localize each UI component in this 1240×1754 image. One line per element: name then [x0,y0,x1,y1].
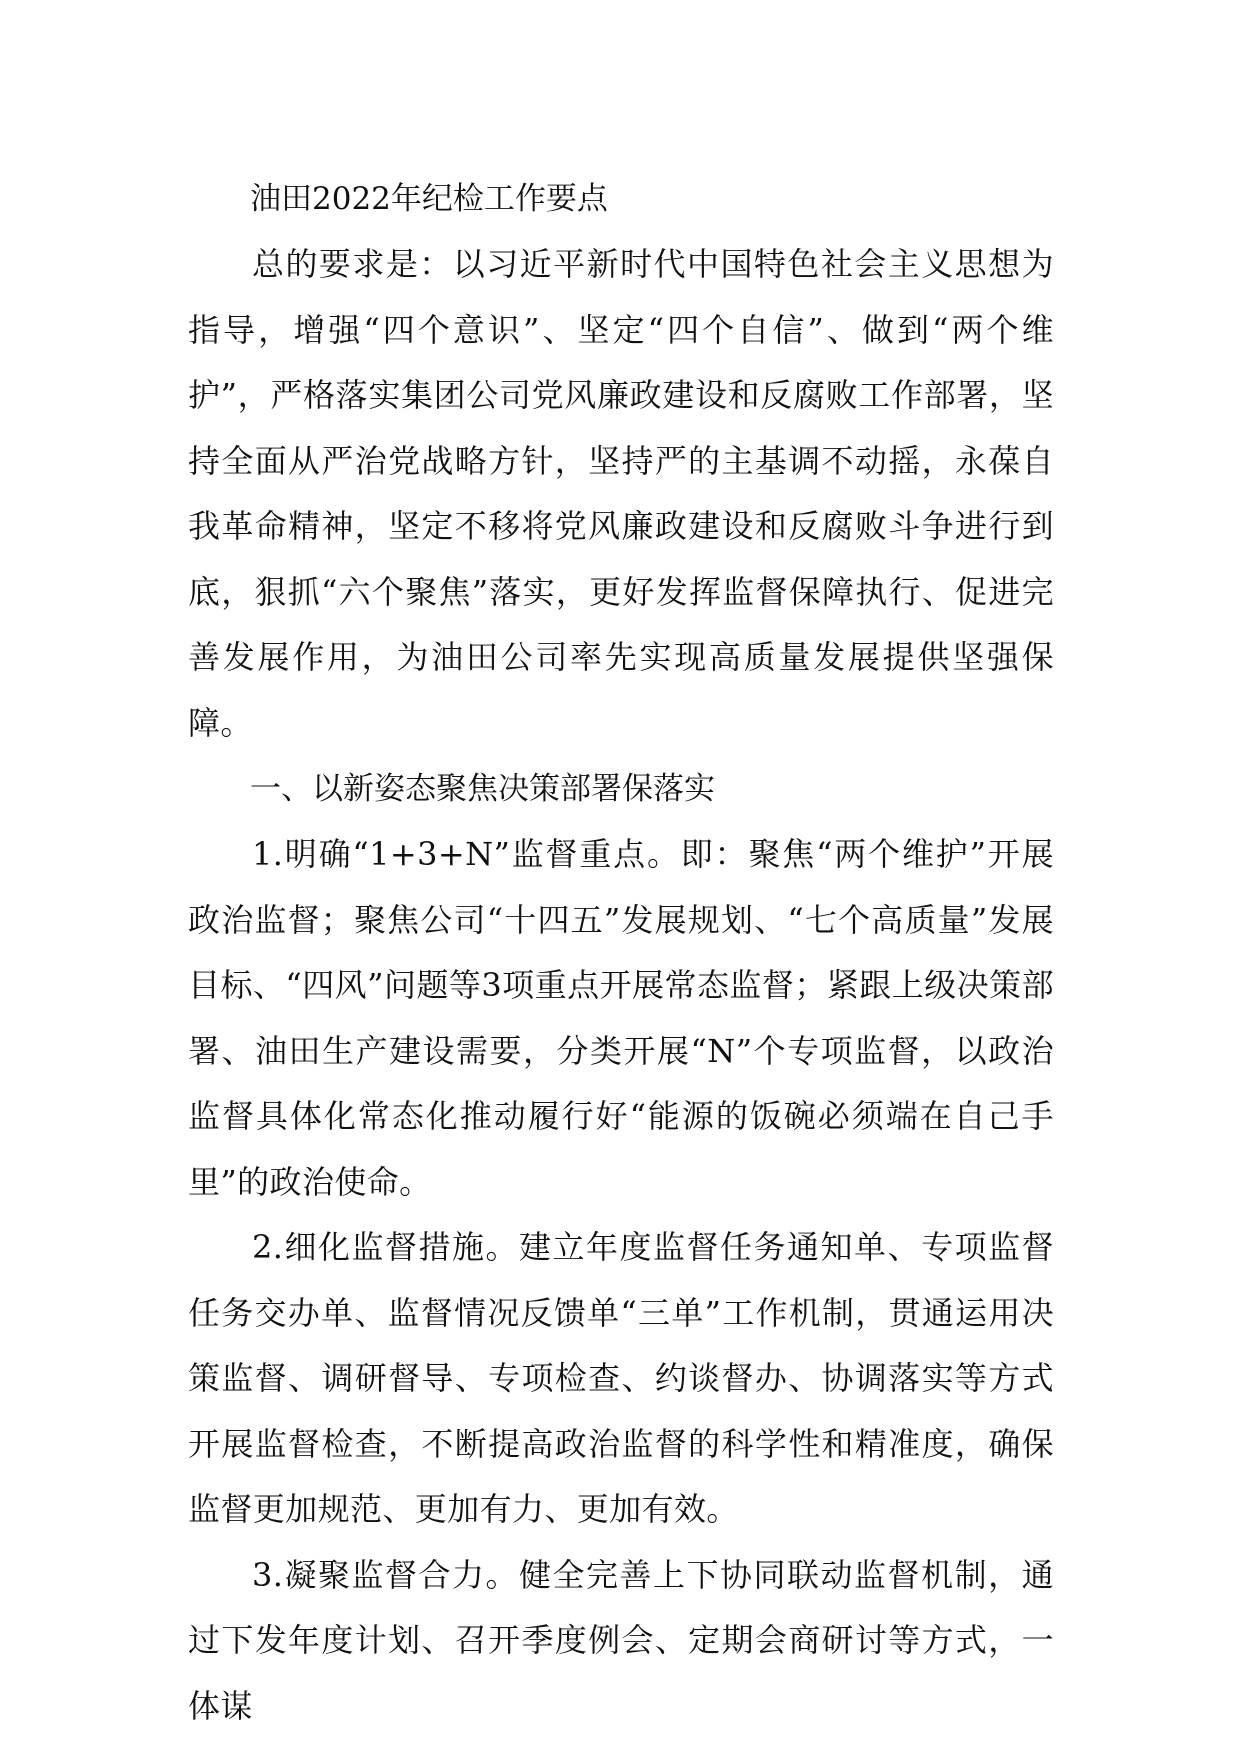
item-3-paragraph: 3.凝聚监督合力。健全完善上下协同联动监督机制，通过下发年度计划、召开季度例会、定期会商研讨等方式，一体谋 [188,1555,1054,1725]
document-body [188,166,1054,1739]
item-2-paragraph: 2.细化监督措施。建立年度监督任务通知单、专项监督任务交办单、监督情况反馈单“三单”工作机制，贯通运用决策监督、调研督导、专项检查、约谈督办、协调落实等方式开展监督检查，不断提高政治监督的科学性和精准度，确保监督更加规范、更加有力、更加有效。 [188,1228,1054,1528]
document-title: 油田2022年纪检工作要点 [250,181,608,217]
intro-paragraph: 总的要求是：以习近平新时代中国特色社会主义思想为指导，增强“四个意识”、坚定“四个自信”、做到“两个维护”，严格落实集团公司党风廉政建设和反腐败工作部署，坚持全面从严治党战略方针，坚持严的主基调不动摇，永葆自我革命精神，坚定不移将党风廉政建设和反腐败斗争进行到底，狠抓“六个聚焦”落实，更好发挥监督保障执行、促进完善发展作用，为油田公司率先实现高质量发展提供坚强保障。 [188,245,1054,742]
section-heading-1: 一、以新姿态聚焦决策部署保落实 [250,771,715,807]
item-1-paragraph: 1.明确“1+3+N”监督重点。即：聚焦“两个维护”开展政治监督；聚焦公司“十四五”发展规划、“七个高质量”发展目标、“四风”问题等3项重点开展常态监督；紧跟上级决策部署、油田生产建设需要，分类开展“N”个专项监督，以政治监督具体化常态化推动履行好“能源的饭碗必须端在自己手里”的政治使命。 [188,835,1054,1201]
